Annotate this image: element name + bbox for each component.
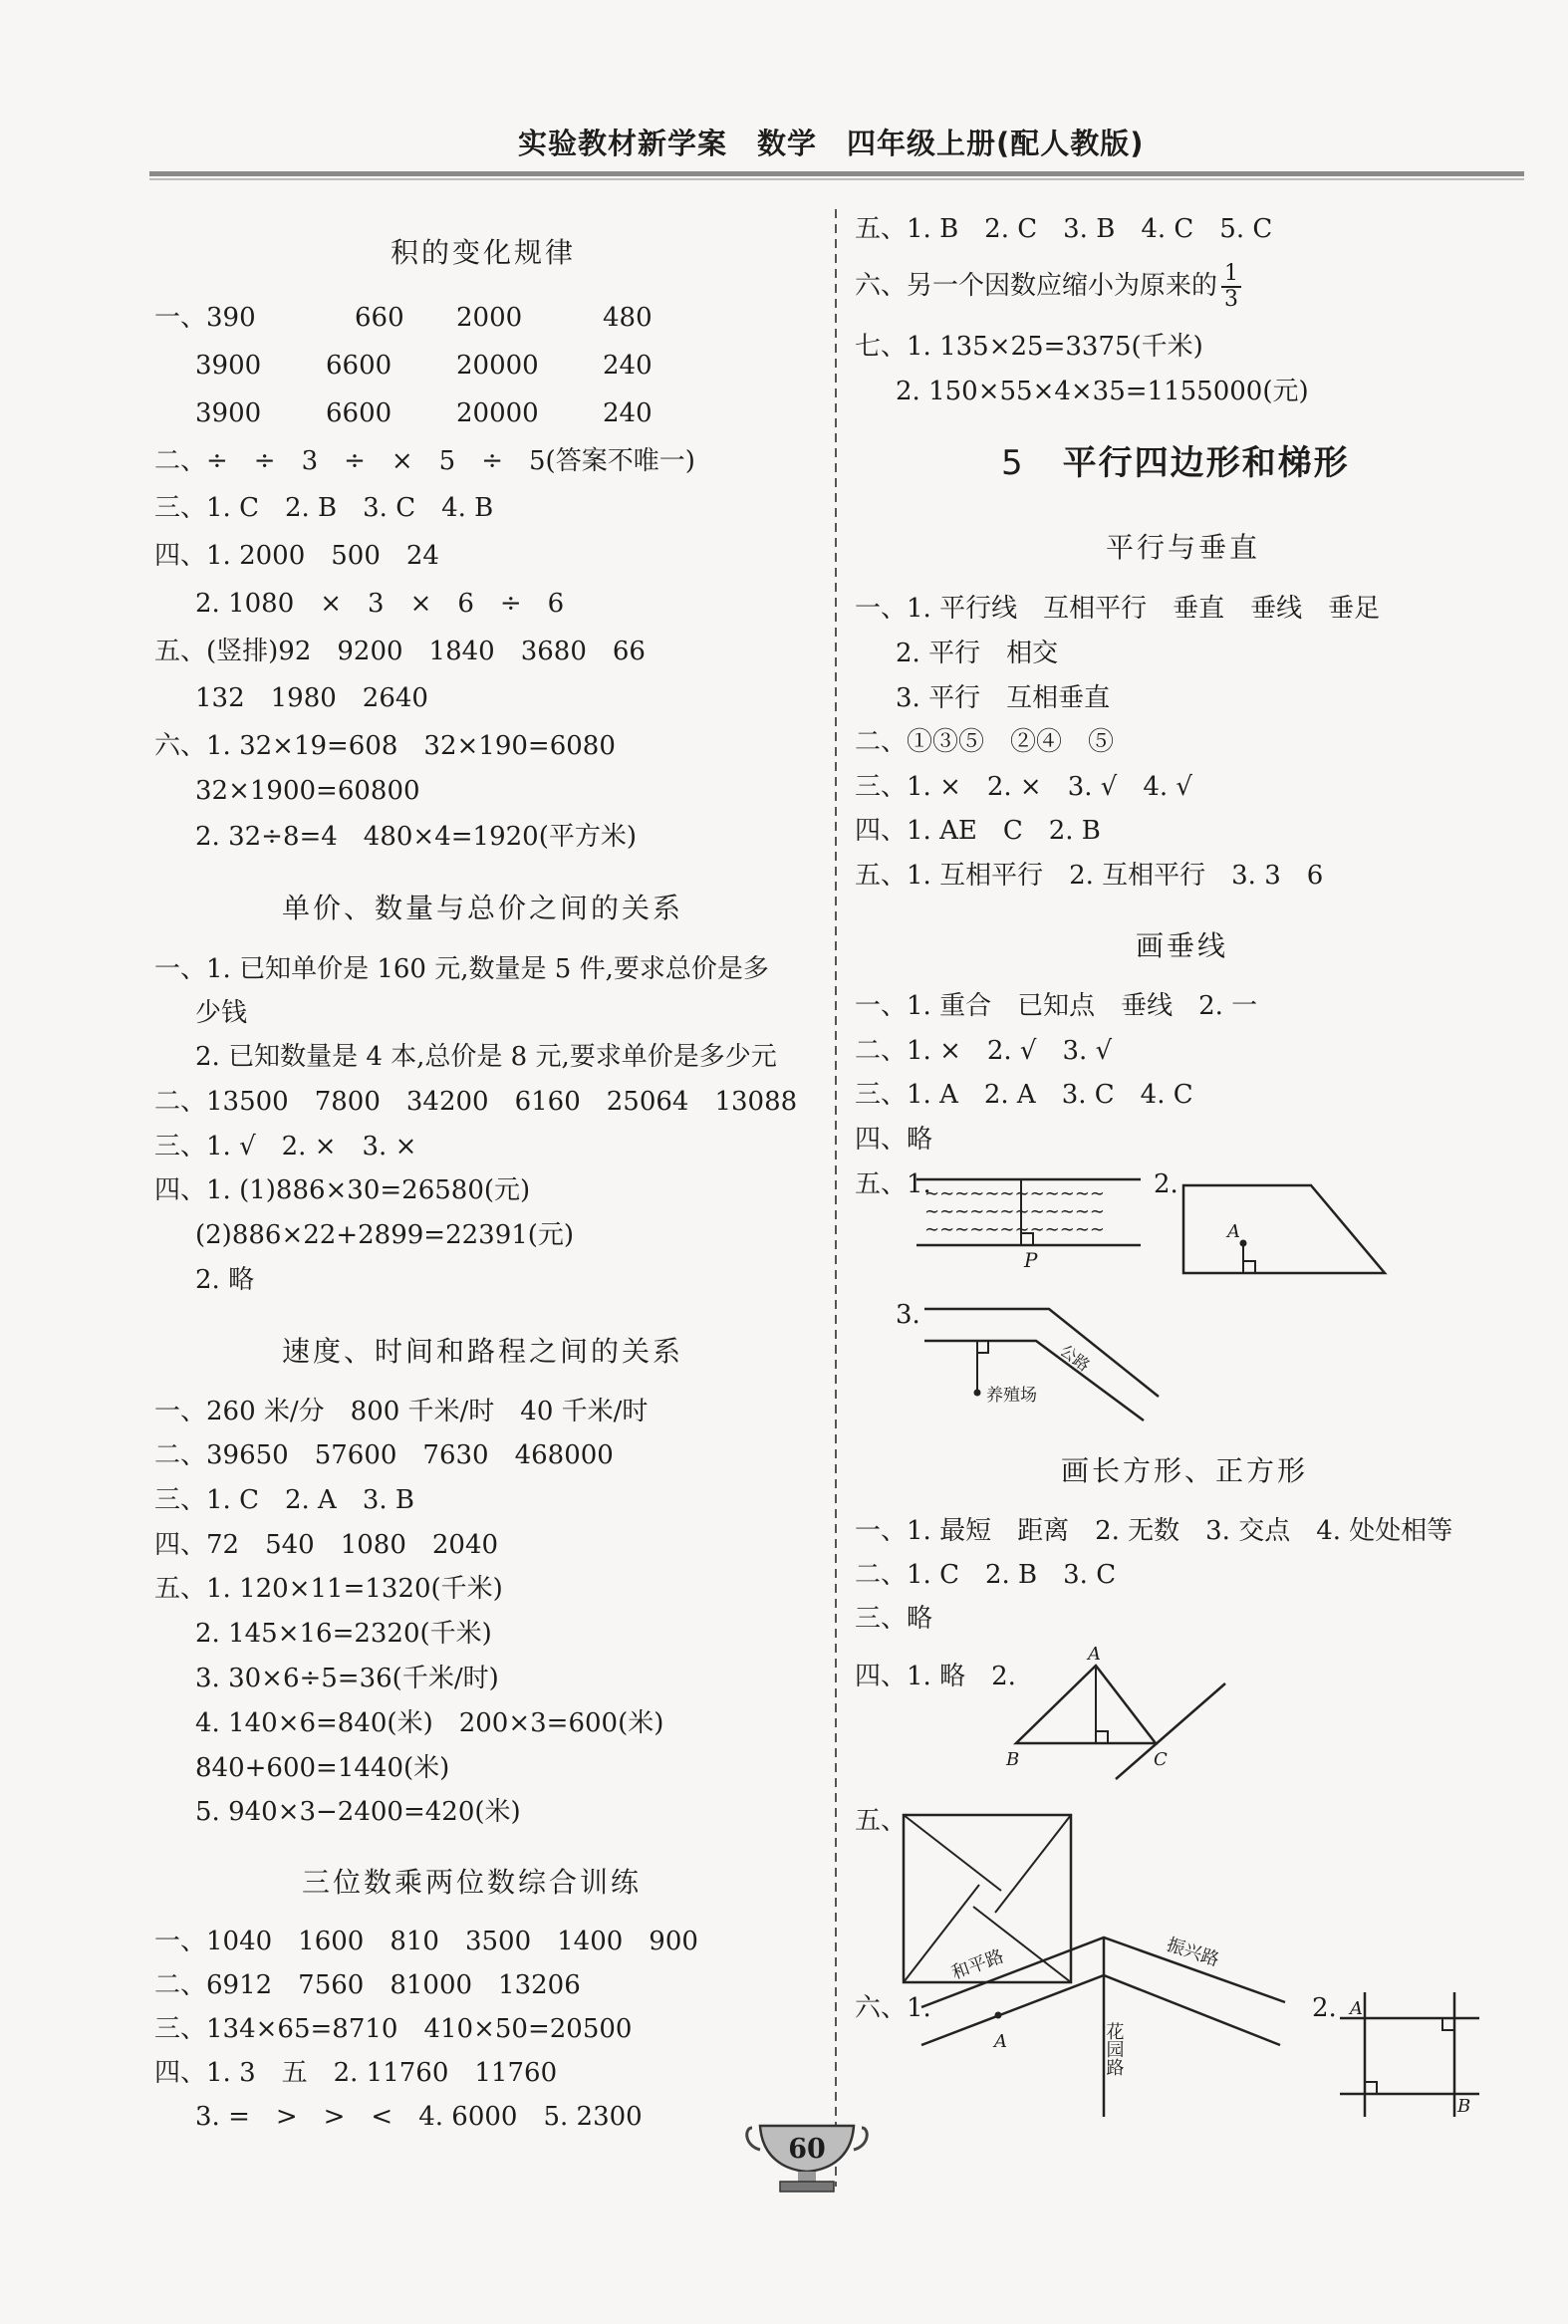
section-title: 画垂线 <box>1136 929 1229 962</box>
trapezoid-figure <box>1181 1181 1391 1281</box>
label-grid-b: B <box>1457 2096 1471 2117</box>
fraction-numerator: 1 <box>1221 262 1241 288</box>
answer-line: 20000 <box>456 351 539 381</box>
answer-line: 5. 940×3−2400=420(米) <box>195 1797 521 1827</box>
answer-line: 6600 <box>326 398 392 428</box>
answer-line: 一、1. 已知单价是 160 元,数量是 5 件,要求总价是多 <box>154 954 769 984</box>
svg-text:∼∼∼∼∼∼∼∼∼∼∼∼: ∼∼∼∼∼∼∼∼∼∼∼∼ <box>924 1201 1105 1222</box>
chapter-name: 平行四边形和梯形 <box>1062 443 1350 483</box>
section-title: 三位数乘两位数综合训练 <box>302 1866 643 1899</box>
label-heping-road: 和平路 <box>948 1945 1007 1984</box>
answer-line: 一、1. 重合 已知点 垂线 2. 一 <box>855 991 1258 1021</box>
label-tri-b: B <box>1006 1749 1020 1770</box>
answer-line: 二、1. × 2. √ 3. √ <box>855 1036 1113 1066</box>
river-perpendicular-figure <box>916 1167 1146 1277</box>
answer-line: 2. 已知数量是 4 本,总价是 8 元,要求单价是多少元 <box>195 1042 777 1072</box>
answer-line: 四、1. 略 2. <box>855 1662 1016 1691</box>
chapter-number: 5 <box>1001 443 1025 483</box>
label-zhenxing-road: 振兴路 <box>1164 1934 1222 1971</box>
chapter-title <box>1001 435 1350 484</box>
answer-line: 五、 <box>855 1806 908 1836</box>
answer-line: 五、1. B 2. C 3. B 4. C 5. C <box>855 214 1273 244</box>
label-tri-c: C <box>1154 1749 1168 1770</box>
answer-line: 240 <box>603 398 653 428</box>
answer-line: 二、1. C 2. B 3. C <box>855 1560 1117 1590</box>
grid-rectangle-figure <box>1340 1992 1519 2117</box>
answer-line: 一、1. 最短 距离 2. 无数 3. 交点 4. 处处相等 <box>855 1516 1453 1546</box>
answer-line: 四、略 <box>855 1125 933 1155</box>
label-huayuan-road: 花园路 <box>1103 2022 1125 2076</box>
answer-line: 480 <box>603 303 653 333</box>
answer-line: 2. 150×55×4×35=1155000(元) <box>896 377 1309 406</box>
answer-line: 三、1. × 2. × 3. √ 4. √ <box>855 772 1192 802</box>
fraction-denominator: 3 <box>1224 287 1239 312</box>
label-farm: 养殖场 <box>986 1386 1037 1406</box>
answer-line: 五、(竖排)92 9200 1840 3680 66 <box>154 637 646 666</box>
answer-line: 3900 <box>195 398 262 428</box>
answer-line: 二、13500 7800 34200 6160 25064 13088 <box>154 1087 798 1117</box>
answer-line: 三、1. C 2. B 3. C 4. B <box>154 493 494 523</box>
answer-line: 四、1. 3 五 2. 11760 11760 <box>154 2058 558 2088</box>
label-grid-a: A <box>1350 1998 1363 2019</box>
answer-line: 2. <box>1312 1993 1337 2023</box>
answer-line: (2)886×22+2899=22391(元) <box>195 1220 575 1250</box>
answer-line: 32×1900=60800 <box>195 776 420 806</box>
answer-line: 四、1. AE C 2. B <box>855 816 1101 846</box>
answer-line: 132 1980 2640 <box>195 683 428 713</box>
svg-text:∼∼∼∼∼∼∼∼∼∼∼∼: ∼∼∼∼∼∼∼∼∼∼∼∼ <box>924 1219 1105 1240</box>
section-title: 单价、数量与总价之间的关系 <box>282 892 684 924</box>
answer-line: 三、1. C 2. A 3. B <box>154 1485 414 1515</box>
svg-text:∼∼∼∼∼∼∼∼∼∼∼∼: ∼∼∼∼∼∼∼∼∼∼∼∼ <box>924 1183 1105 1204</box>
answer-line: 七、1. 135×25=3375(千米) <box>855 332 1203 362</box>
section-title: 平行与垂直 <box>1106 531 1261 564</box>
answer-line: 3. 30×6÷5=36(千米/时) <box>195 1664 499 1693</box>
answer-line: 一、260 米/分 800 千米/时 40 千米/时 <box>154 1397 649 1426</box>
answer-line: 4. 140×6=840(米) 200×3=600(米) <box>195 1708 664 1738</box>
section-title: 速度、时间和路程之间的关系 <box>282 1335 684 1368</box>
answer-line: 四、1. (1)886×30=26580(元) <box>154 1175 531 1205</box>
answer-line: 2. 32÷8=4 480×4=1920(平方米) <box>195 822 638 852</box>
answer-line: 五、1. <box>855 1169 931 1199</box>
answer-line: 3. <box>896 1300 920 1330</box>
answer-line: 660 <box>355 303 404 333</box>
answer-line: 三、略 <box>855 1604 933 1634</box>
label-road: 公路 <box>1056 1341 1094 1376</box>
section-title: 画长方形、正方形 <box>1061 1454 1309 1487</box>
answer-line: 三、1. √ 2. × 3. × <box>154 1132 417 1162</box>
answer-line: 3. = > > < 4. 6000 5. 2300 <box>195 2102 643 2132</box>
answer-line: 四、72 540 1080 2040 <box>154 1530 499 1560</box>
answer-line: 2. 平行 相交 <box>896 639 1059 668</box>
answer-line: 三、1. A 2. A 3. C 4. C <box>855 1080 1193 1110</box>
section-title: 积的变化规律 <box>391 236 577 269</box>
header-rule-thin <box>149 178 1524 180</box>
answer-line: 2. 145×16=2320(千米) <box>195 1619 492 1649</box>
answer-line: 840+600=1440(米) <box>195 1753 450 1783</box>
answer-text: 六、另一个因数应缩小为原来的 <box>855 271 1218 301</box>
page-number: 60 <box>788 2134 826 2165</box>
answer-line: 2. 略 <box>195 1265 255 1295</box>
road-farm-figure <box>924 1295 1164 1424</box>
label-p: P <box>1024 1248 1038 1272</box>
answer-line: 二、39650 57600 7630 468000 <box>154 1440 614 1470</box>
answer-line: 二、÷ ÷ 3 ÷ × 5 ÷ 5(答案不唯一) <box>154 446 695 476</box>
answer-line: 四、1. 2000 500 24 <box>154 541 439 571</box>
label-tri-a: A <box>1088 1644 1101 1665</box>
answer-line: 6600 <box>326 351 392 381</box>
page-header: 实验教材新学案 数学 四年级上册(配人教版) <box>518 127 1145 160</box>
answer-line: 一、1040 1600 810 3500 1400 900 <box>154 1927 698 1956</box>
triangle-altitude-figure <box>1006 1644 1235 1793</box>
answer-line: 20000 <box>456 398 539 428</box>
answer-line: 六、1. <box>855 1993 931 2023</box>
answer-line: 2. <box>1154 1169 1178 1199</box>
answer-line: 2000 <box>456 303 523 333</box>
label-a: A <box>1227 1221 1240 1242</box>
label-road-a: A <box>994 2031 1007 2052</box>
answer-line: 3. 平行 互相垂直 <box>896 683 1111 713</box>
answer-line: 240 <box>603 351 653 381</box>
answer-line: 3900 <box>195 351 262 381</box>
roads-figure <box>916 1908 1275 2127</box>
answer-line <box>855 262 1241 312</box>
answer-line: 五、1. 互相平行 2. 互相平行 3. 3 6 <box>855 861 1324 891</box>
column-divider <box>835 209 837 2187</box>
page-number-trophy <box>742 2120 872 2199</box>
fraction <box>1221 262 1241 312</box>
header-rule <box>149 171 1524 176</box>
answer-line: 六、1. 32×19=608 32×190=6080 <box>154 731 616 761</box>
answer-line: 2. 1080 × 3 × 6 ÷ 6 <box>195 589 565 619</box>
answer-line: 二、6912 7560 81000 13206 <box>154 1970 581 2000</box>
answer-line: 少钱 <box>195 998 248 1028</box>
answer-line: 一、1. 平行线 互相平行 垂直 垂线 垂足 <box>855 594 1381 624</box>
answer-line: 二、①③⑤ ②④ ⑤ <box>855 727 1115 757</box>
answer-line: 五、1. 120×11=1320(千米) <box>154 1574 503 1604</box>
answer-line: 三、134×65=8710 410×50=20500 <box>154 2014 633 2044</box>
answer-line: 一、390 <box>154 303 256 333</box>
